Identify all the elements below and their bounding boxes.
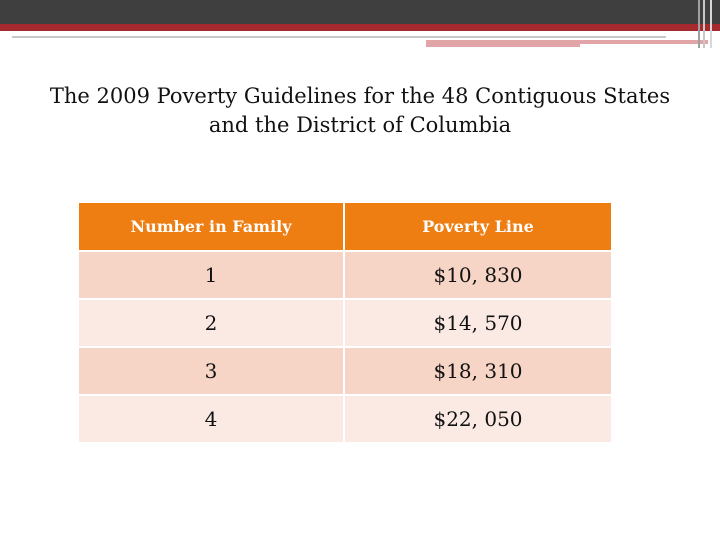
table-row <box>79 396 611 444</box>
header-grey-line <box>12 36 666 38</box>
slide-title-line-1: The 2009 Poverty Guidelines for the 48 Contiguous States <box>49 84 671 108</box>
poverty-line-cell: $10, 830 <box>345 252 611 300</box>
header-red-bar <box>0 24 720 31</box>
poverty-guidelines-table <box>79 203 611 444</box>
family-size-cell: 1 <box>79 252 345 300</box>
header-vertical-line <box>703 0 705 48</box>
column-header-family-size: Number in Family <box>79 203 345 252</box>
header-dark-bar <box>0 0 720 24</box>
poverty-line-cell: $22, 050 <box>345 396 611 444</box>
table-header-row <box>79 203 611 252</box>
slide-title <box>40 82 680 140</box>
table-row <box>79 252 611 300</box>
table-row <box>79 300 611 348</box>
slide-title-line-2: and the District of Columbia <box>208 113 512 137</box>
header-vertical-line <box>710 0 712 48</box>
family-size-cell: 4 <box>79 396 345 444</box>
header-pink-bar-short <box>426 44 580 47</box>
table-row <box>79 348 611 396</box>
family-size-cell: 2 <box>79 300 345 348</box>
column-header-poverty-line: Poverty Line <box>345 203 611 252</box>
poverty-line-cell: $14, 570 <box>345 300 611 348</box>
header-vertical-line <box>698 0 700 48</box>
family-size-cell: 3 <box>79 348 345 396</box>
poverty-line-cell: $18, 310 <box>345 348 611 396</box>
